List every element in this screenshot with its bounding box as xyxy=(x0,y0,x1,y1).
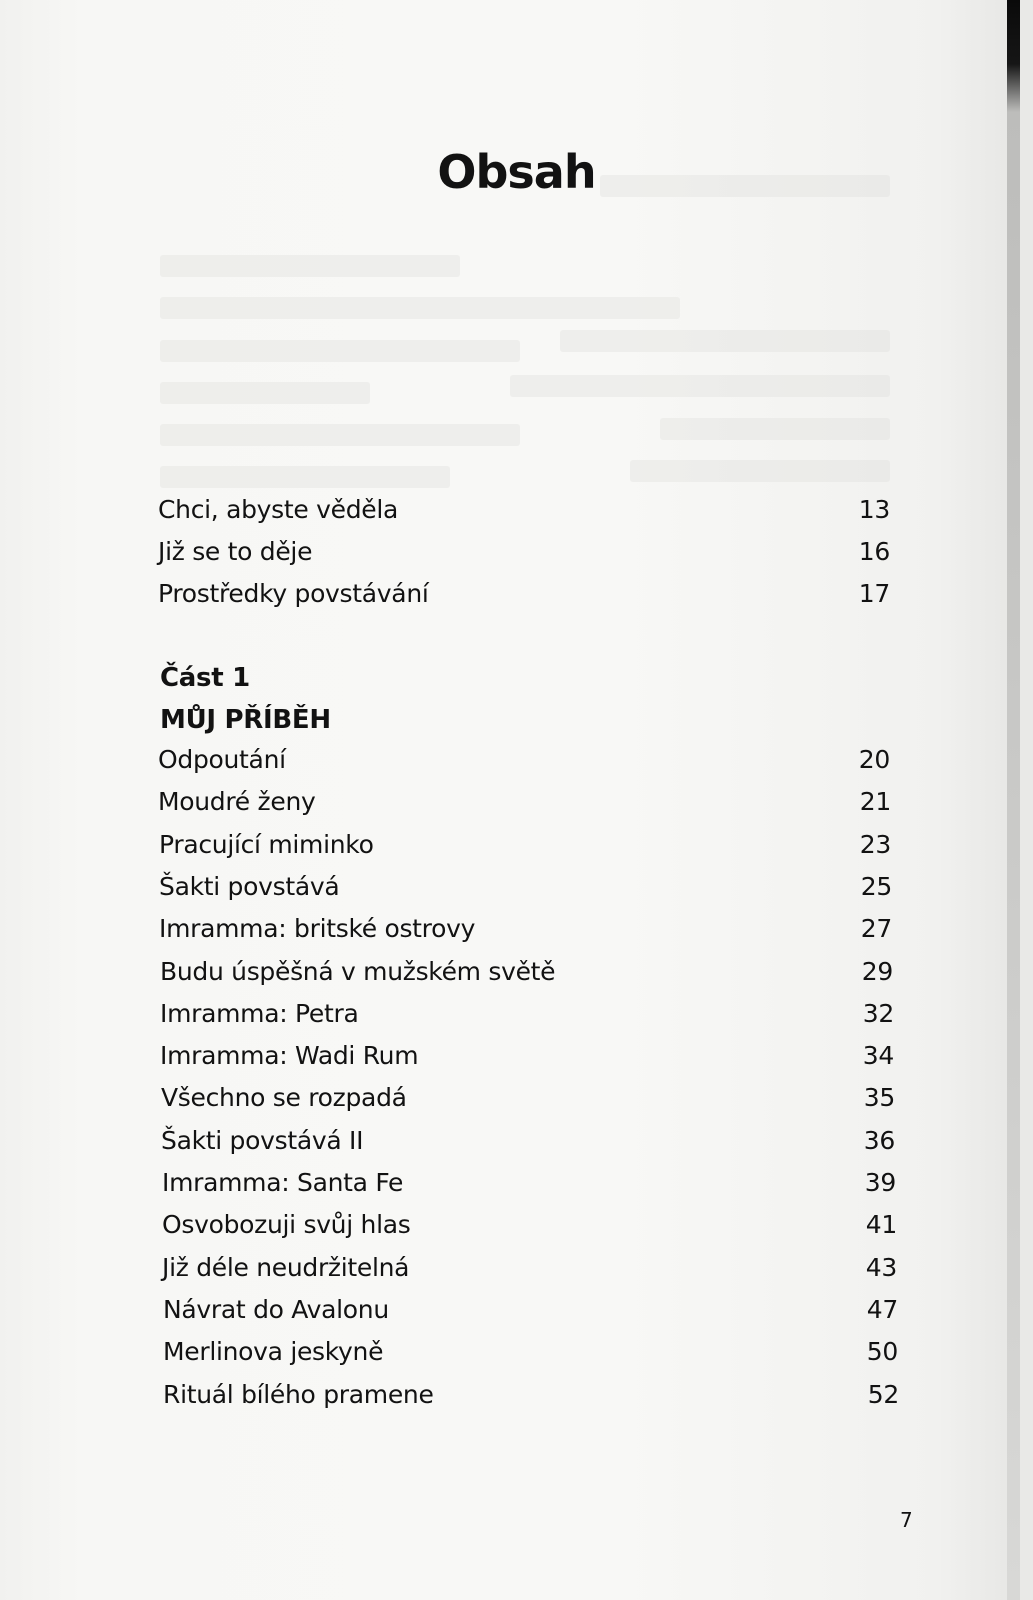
toc-entry xyxy=(162,1163,896,1203)
toc-entry-page-number: 25 xyxy=(860,871,892,901)
toc-entry-page-number: 35 xyxy=(863,1083,895,1113)
bleed-through-line xyxy=(160,382,370,404)
part-number: Část 1 xyxy=(160,663,250,693)
part-title: MŮJ PŘÍBĚH xyxy=(160,705,331,735)
page-number: 7 xyxy=(900,1508,913,1532)
toc-entry-title: Všechno se rozpadá xyxy=(161,1083,407,1113)
bleed-through-line xyxy=(160,424,520,446)
bleed-through-line xyxy=(630,460,890,482)
toc-entry-title: Odpoutání xyxy=(158,745,286,774)
toc-entry xyxy=(162,1248,897,1288)
toc-entry-page-number: 20 xyxy=(858,745,890,774)
toc-entry xyxy=(158,574,890,614)
toc-entry xyxy=(160,952,893,992)
toc-entry-page-number: 21 xyxy=(859,787,891,817)
toc-entry xyxy=(162,1205,897,1245)
bleed-through-line xyxy=(160,297,680,319)
toc-entry xyxy=(163,1332,898,1372)
toc-entry-title: Šakti povstává II xyxy=(161,1125,364,1155)
toc-entry-title: Imramma: Santa Fe xyxy=(162,1168,404,1197)
toc-entry-page-number: 34 xyxy=(862,1041,894,1071)
toc-entry-title: Imramma: britské ostrovy xyxy=(159,914,476,944)
bleed-through-line xyxy=(160,340,520,362)
toc-entry-page-number: 32 xyxy=(862,998,894,1028)
toc-entry-title: Pracující miminko xyxy=(159,829,374,859)
toc-entry xyxy=(159,825,891,865)
toc-entry xyxy=(158,782,891,822)
toc-entry-title: Osvobozuji svůj hlas xyxy=(162,1210,411,1240)
toc-entry xyxy=(160,1036,894,1076)
toc-entry-page-number: 23 xyxy=(859,829,891,859)
toc-entry-page-number: 27 xyxy=(860,914,892,944)
toc-entry-page-number: 36 xyxy=(863,1125,895,1155)
toc-entry xyxy=(158,490,890,530)
bleed-through-line xyxy=(510,375,890,397)
toc-entry-title: Šakti povstává xyxy=(159,871,340,901)
toc-entry-title: Již se to děje xyxy=(158,537,313,566)
toc-entry-page-number: 52 xyxy=(867,1379,899,1409)
toc-entry-title: Merlinova jeskyně xyxy=(163,1337,384,1367)
toc-entry-title: Návrat do Avalonu xyxy=(163,1294,389,1324)
toc-entry-title: Imramma: Wadi Rum xyxy=(160,1041,419,1071)
toc-entry xyxy=(159,867,892,907)
toc-entry-page-number: 17 xyxy=(858,579,890,608)
toc-entry xyxy=(158,532,890,572)
toc-entry-page-number: 39 xyxy=(864,1168,896,1197)
toc-entry-title: Budu úspěšná v mužském světě xyxy=(160,956,556,986)
bleed-through-line xyxy=(660,418,890,440)
toc-entry-page-number: 13 xyxy=(858,495,890,524)
toc-entry-title: Rituál bílého pramene xyxy=(163,1379,434,1409)
toc-entry-page-number: 16 xyxy=(858,537,890,566)
bleed-through-line xyxy=(160,255,460,277)
toc-entry xyxy=(160,994,894,1034)
toc-entry xyxy=(163,1375,899,1415)
toc-entry-page-number: 41 xyxy=(865,1210,897,1240)
toc-entry xyxy=(161,1078,895,1118)
toc-entry-page-number: 29 xyxy=(861,956,893,986)
toc-entry-title: Moudré ženy xyxy=(158,787,316,817)
toc-entry-title: Již déle neudržitelná xyxy=(162,1252,410,1282)
toc-entry xyxy=(163,1290,898,1330)
toc-entry-title: Prostředky povstávání xyxy=(158,579,429,608)
toc-entry-page-number: 43 xyxy=(865,1252,897,1282)
book-spine-shadow xyxy=(1007,0,1020,1600)
toc-entry-page-number: 50 xyxy=(866,1337,898,1367)
bleed-through-line xyxy=(160,466,450,488)
toc-entry-page-number: 47 xyxy=(866,1294,898,1324)
toc-entry-title: Chci, abyste věděla xyxy=(158,495,399,524)
bleed-through-line xyxy=(560,330,890,352)
toc-entry xyxy=(159,909,892,949)
page-title: Obsah xyxy=(437,145,596,199)
toc-entry-title: Imramma: Petra xyxy=(160,998,359,1028)
toc-entry xyxy=(161,1121,895,1161)
toc-entry xyxy=(158,740,890,780)
